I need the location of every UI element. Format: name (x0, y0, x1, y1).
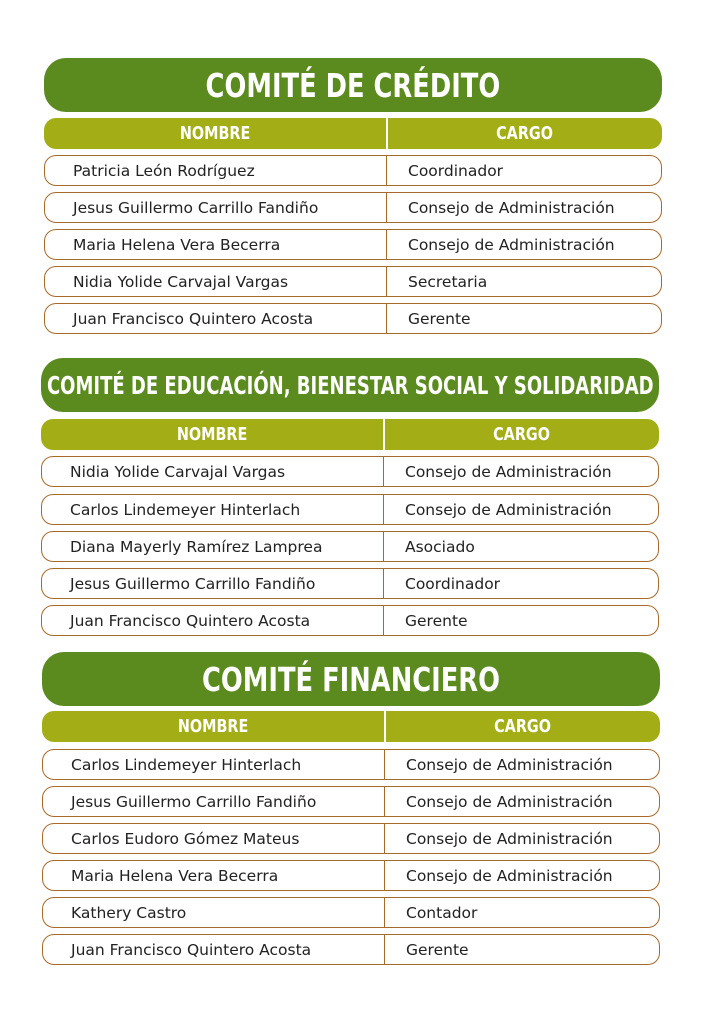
header-name: NOMBRE (44, 118, 388, 149)
header-name: NOMBRE (42, 711, 386, 742)
table-header (41, 419, 659, 450)
header-cargo: CARGO (493, 424, 551, 445)
cell-cargo: Secretaria (408, 272, 488, 291)
table-row (41, 531, 659, 562)
cell-cargo: Gerente (406, 940, 469, 959)
table-row (44, 303, 662, 334)
cell-cargo: Consejo de Administración (408, 235, 615, 254)
cell-cargo: Consejo de Administración (406, 866, 613, 885)
cell-cargo: Contador (406, 903, 478, 922)
table-row (42, 860, 660, 891)
table-row (42, 786, 660, 817)
committee-title-text: COMITÉ DE CRÉDITO (205, 65, 501, 105)
cell-name: Jesus Guillermo Carrillo Fandiño (43, 787, 385, 816)
committee-educacion (41, 358, 659, 638)
cell-name: Carlos Lindemeyer Hinterlach (42, 495, 384, 524)
table-row (41, 605, 659, 636)
cell-cargo: Coordinador (408, 161, 504, 180)
table-row (42, 823, 660, 854)
cell-cargo: Consejo de Administración (406, 829, 613, 848)
cell-name: Jesus Guillermo Carrillo Fandiño (45, 193, 387, 222)
cell-name: Diana Mayerly Ramírez Lamprea (42, 532, 384, 561)
cell-name: Nidia Yolide Carvajal Vargas (45, 267, 387, 296)
cell-cargo: Consejo de Administración (406, 792, 613, 811)
cell-cargo: Consejo de Administración (405, 500, 612, 519)
table-row (41, 568, 659, 599)
cell-name: Maria Helena Vera Becerra (45, 230, 387, 259)
cell-cargo: Asociado (405, 537, 475, 556)
table-header (42, 711, 660, 742)
cell-cargo: Consejo de Administración (406, 755, 613, 774)
table-row (41, 494, 659, 525)
committee-title-text: COMITÉ DE EDUCACIÓN, BIENESTAR SOCIAL Y SOLIDARIDAD (46, 370, 654, 400)
header-cargo: CARGO (496, 123, 554, 144)
cell-name: Juan Francisco Quintero Acosta (42, 606, 384, 635)
table-row (44, 192, 662, 223)
cell-name: Maria Helena Vera Becerra (43, 861, 385, 890)
committee-title (41, 358, 659, 412)
cell-name: Juan Francisco Quintero Acosta (43, 935, 385, 964)
cell-cargo: Gerente (408, 309, 471, 328)
cell-name: Carlos Lindemeyer Hinterlach (43, 750, 385, 779)
table-row (44, 155, 662, 186)
committee-credito (44, 58, 662, 338)
cell-name: Kathery Castro (43, 898, 385, 927)
table-row (42, 749, 660, 780)
table-row (42, 897, 660, 928)
cell-name: Juan Francisco Quintero Acosta (45, 304, 387, 333)
committee-title-text: COMITÉ FINANCIERO (202, 659, 500, 699)
committee-title (42, 652, 660, 706)
cell-name: Carlos Eudoro Gómez Mateus (43, 824, 385, 853)
committee-title (44, 58, 662, 112)
table-row (42, 934, 660, 965)
committee-financiero (42, 652, 660, 970)
cell-name: Jesus Guillermo Carrillo Fandiño (42, 569, 384, 598)
cell-cargo: Gerente (405, 611, 468, 630)
cell-name: Patricia León Rodríguez (45, 156, 387, 185)
cell-cargo: Consejo de Administración (405, 462, 612, 481)
table-header (44, 118, 662, 149)
cell-cargo: Consejo de Administración (408, 198, 615, 217)
table-row (44, 266, 662, 297)
table-row (44, 229, 662, 260)
cell-name: Nidia Yolide Carvajal Vargas (42, 457, 384, 486)
header-name: NOMBRE (41, 419, 385, 450)
header-cargo: CARGO (494, 716, 552, 737)
table-row (41, 456, 659, 487)
cell-cargo: Coordinador (405, 574, 501, 593)
